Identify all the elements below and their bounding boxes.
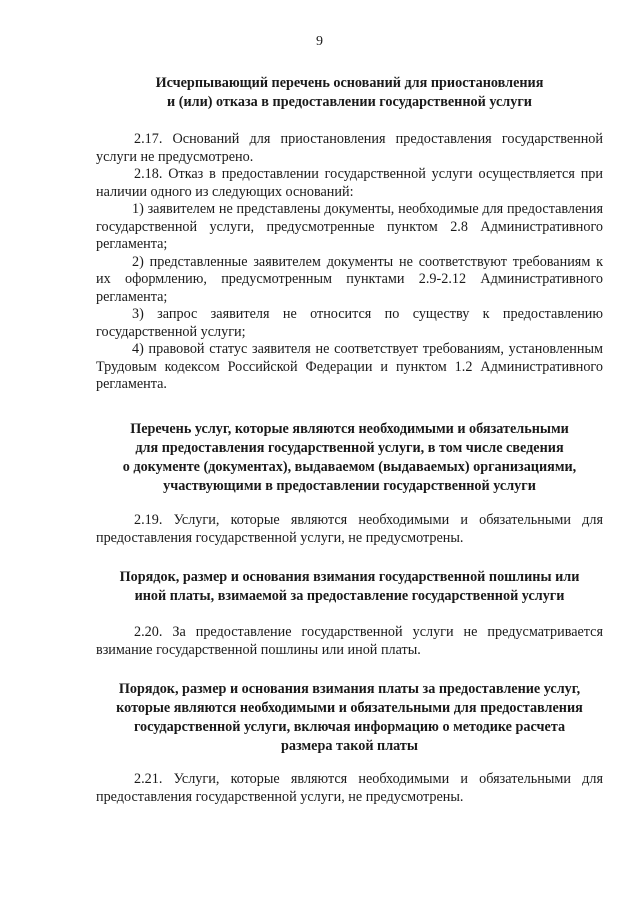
page-number: 9 bbox=[316, 34, 323, 49]
heading-line: государственной услуги, включая информацию о методике расчета bbox=[133, 719, 566, 735]
heading-state-fee bbox=[96, 568, 603, 606]
heading-line: о документе (документах), выдаваемом (выдаваемых) организациями, bbox=[122, 459, 577, 475]
heading-line: Порядок, размер и основания взимания платы за предоставление услуг, bbox=[118, 681, 581, 697]
refusal-item-4: 4) правовой статус заявителя не соответствует требованиям, установленным Трудовым кодексом Российской Федерации и пунктом 1.2 Административного регламента. bbox=[96, 341, 603, 392]
paragraph-2-21: 2.21. Услуги, которые являются необходимыми и обязательными для предоставления государственной услуги, не предусмотрены. bbox=[96, 771, 603, 805]
heading-line: для предоставления государственной услуги, в том числе сведения bbox=[135, 440, 564, 456]
heading-line: иной платы, взимаемой за предоставление государственной услуги bbox=[134, 588, 565, 604]
section-state-fee-body bbox=[96, 624, 603, 659]
section-suspension-refusal-body bbox=[96, 131, 603, 394]
heading-line: участвующими в предоставлении государственной услуги bbox=[163, 478, 536, 494]
refusal-item-1: 1) заявителем не представлены документы, необходимые для предоставления государственной услуги, предусмотренные пунктом 2.8 Административного регламента; bbox=[96, 201, 603, 252]
heading-line: Перечень услуг, которые являются необходимыми и обязательными bbox=[130, 421, 569, 437]
refusal-item-3: 3) запрос заявителя не относится по существу к предоставлению государственной услуги; bbox=[96, 306, 603, 340]
heading-line: Исчерпывающий перечень оснований для приостановления bbox=[155, 75, 544, 91]
paragraph-2-19: 2.19. Услуги, которые являются необходимыми и обязательными для предоставления государственной услуги, не предусмотрены. bbox=[96, 512, 603, 546]
heading-suspension-refusal bbox=[96, 74, 603, 112]
heading-line: и (или) отказа в предоставлении государственной услуги bbox=[167, 94, 532, 110]
heading-line: которые являются необходимыми и обязательными для предоставления bbox=[116, 700, 583, 716]
heading-line: размера такой платы bbox=[281, 738, 418, 754]
refusal-item-2: 2) представленные заявителем документы не соответствуют требованиям к их оформлению, предусмотренным пунктами 2.9-2.12 Административного регламента; bbox=[96, 253, 603, 305]
paragraph-2-18: 2.18. Отказ в предоставлении государственной услуги осуществляется при наличии одного из следующих оснований: bbox=[96, 166, 603, 200]
heading-fee-for-services bbox=[96, 680, 603, 756]
paragraph-2-20: 2.20. За предоставление государственной услуги не предусматривается взимание государственной пошлины или иной платы. bbox=[96, 624, 603, 658]
section-fee-for-services-body bbox=[96, 771, 603, 806]
heading-necessary-services bbox=[96, 420, 603, 496]
heading-line: Порядок, размер и основания взимания государственной пошлины или bbox=[119, 569, 580, 585]
section-necessary-services-body bbox=[96, 512, 603, 547]
paragraph-2-17: 2.17. Оснований для приостановления предоставления государственной услуги не предусмотрено. bbox=[96, 131, 603, 165]
